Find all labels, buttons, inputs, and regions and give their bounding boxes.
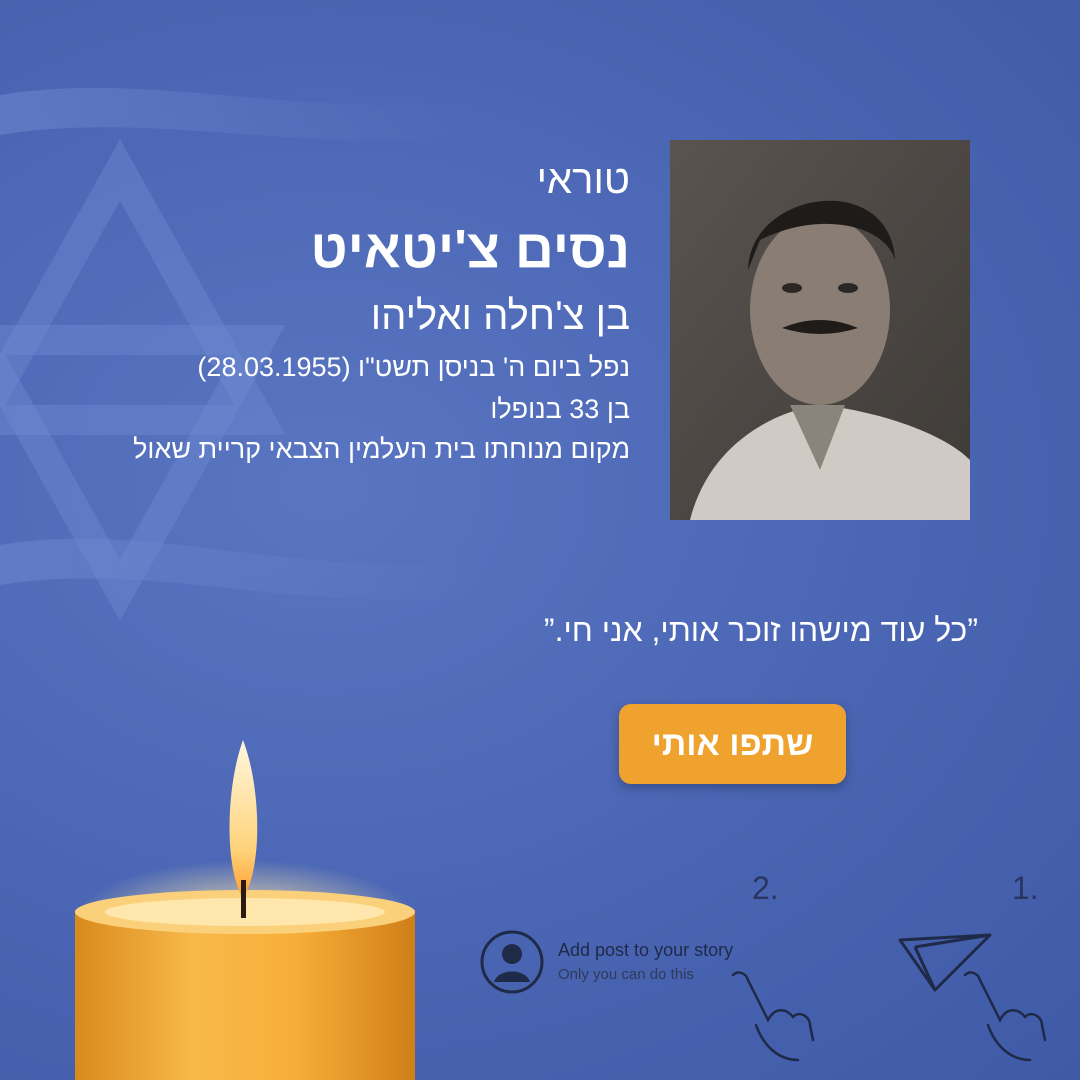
avatar-icon <box>480 930 544 994</box>
share-button[interactable]: שתפו אותי <box>619 704 846 784</box>
memorial-quote: ”כל עוד מישהו זוכר אותי, אני חי.” <box>543 612 978 648</box>
soldier-rank: טוראי <box>536 158 630 202</box>
tap-hand-icon <box>960 965 1050 1065</box>
step-2-label: 2. <box>752 870 779 906</box>
age-at-death: בן 33 בנופלו <box>490 394 630 424</box>
candle-icon <box>40 720 440 1080</box>
fell-date: נפל ביום ה' בניסן תשט"ו (28.03.1955) <box>197 352 630 382</box>
burial-place: מקום מנוחתו בית העלמין הצבאי קריית שאול <box>133 434 630 464</box>
tap-hand-icon <box>728 965 818 1065</box>
story-subtitle: Only you can do this <box>558 966 694 983</box>
soldier-name: נסים צ'יטאיט <box>310 219 630 279</box>
step-1-label: 1. <box>1012 870 1039 906</box>
soldier-parents: בן צ'חלה ואליהו <box>370 294 630 338</box>
soldier-portrait <box>670 140 970 520</box>
story-title: Add post to your story <box>558 940 734 960</box>
